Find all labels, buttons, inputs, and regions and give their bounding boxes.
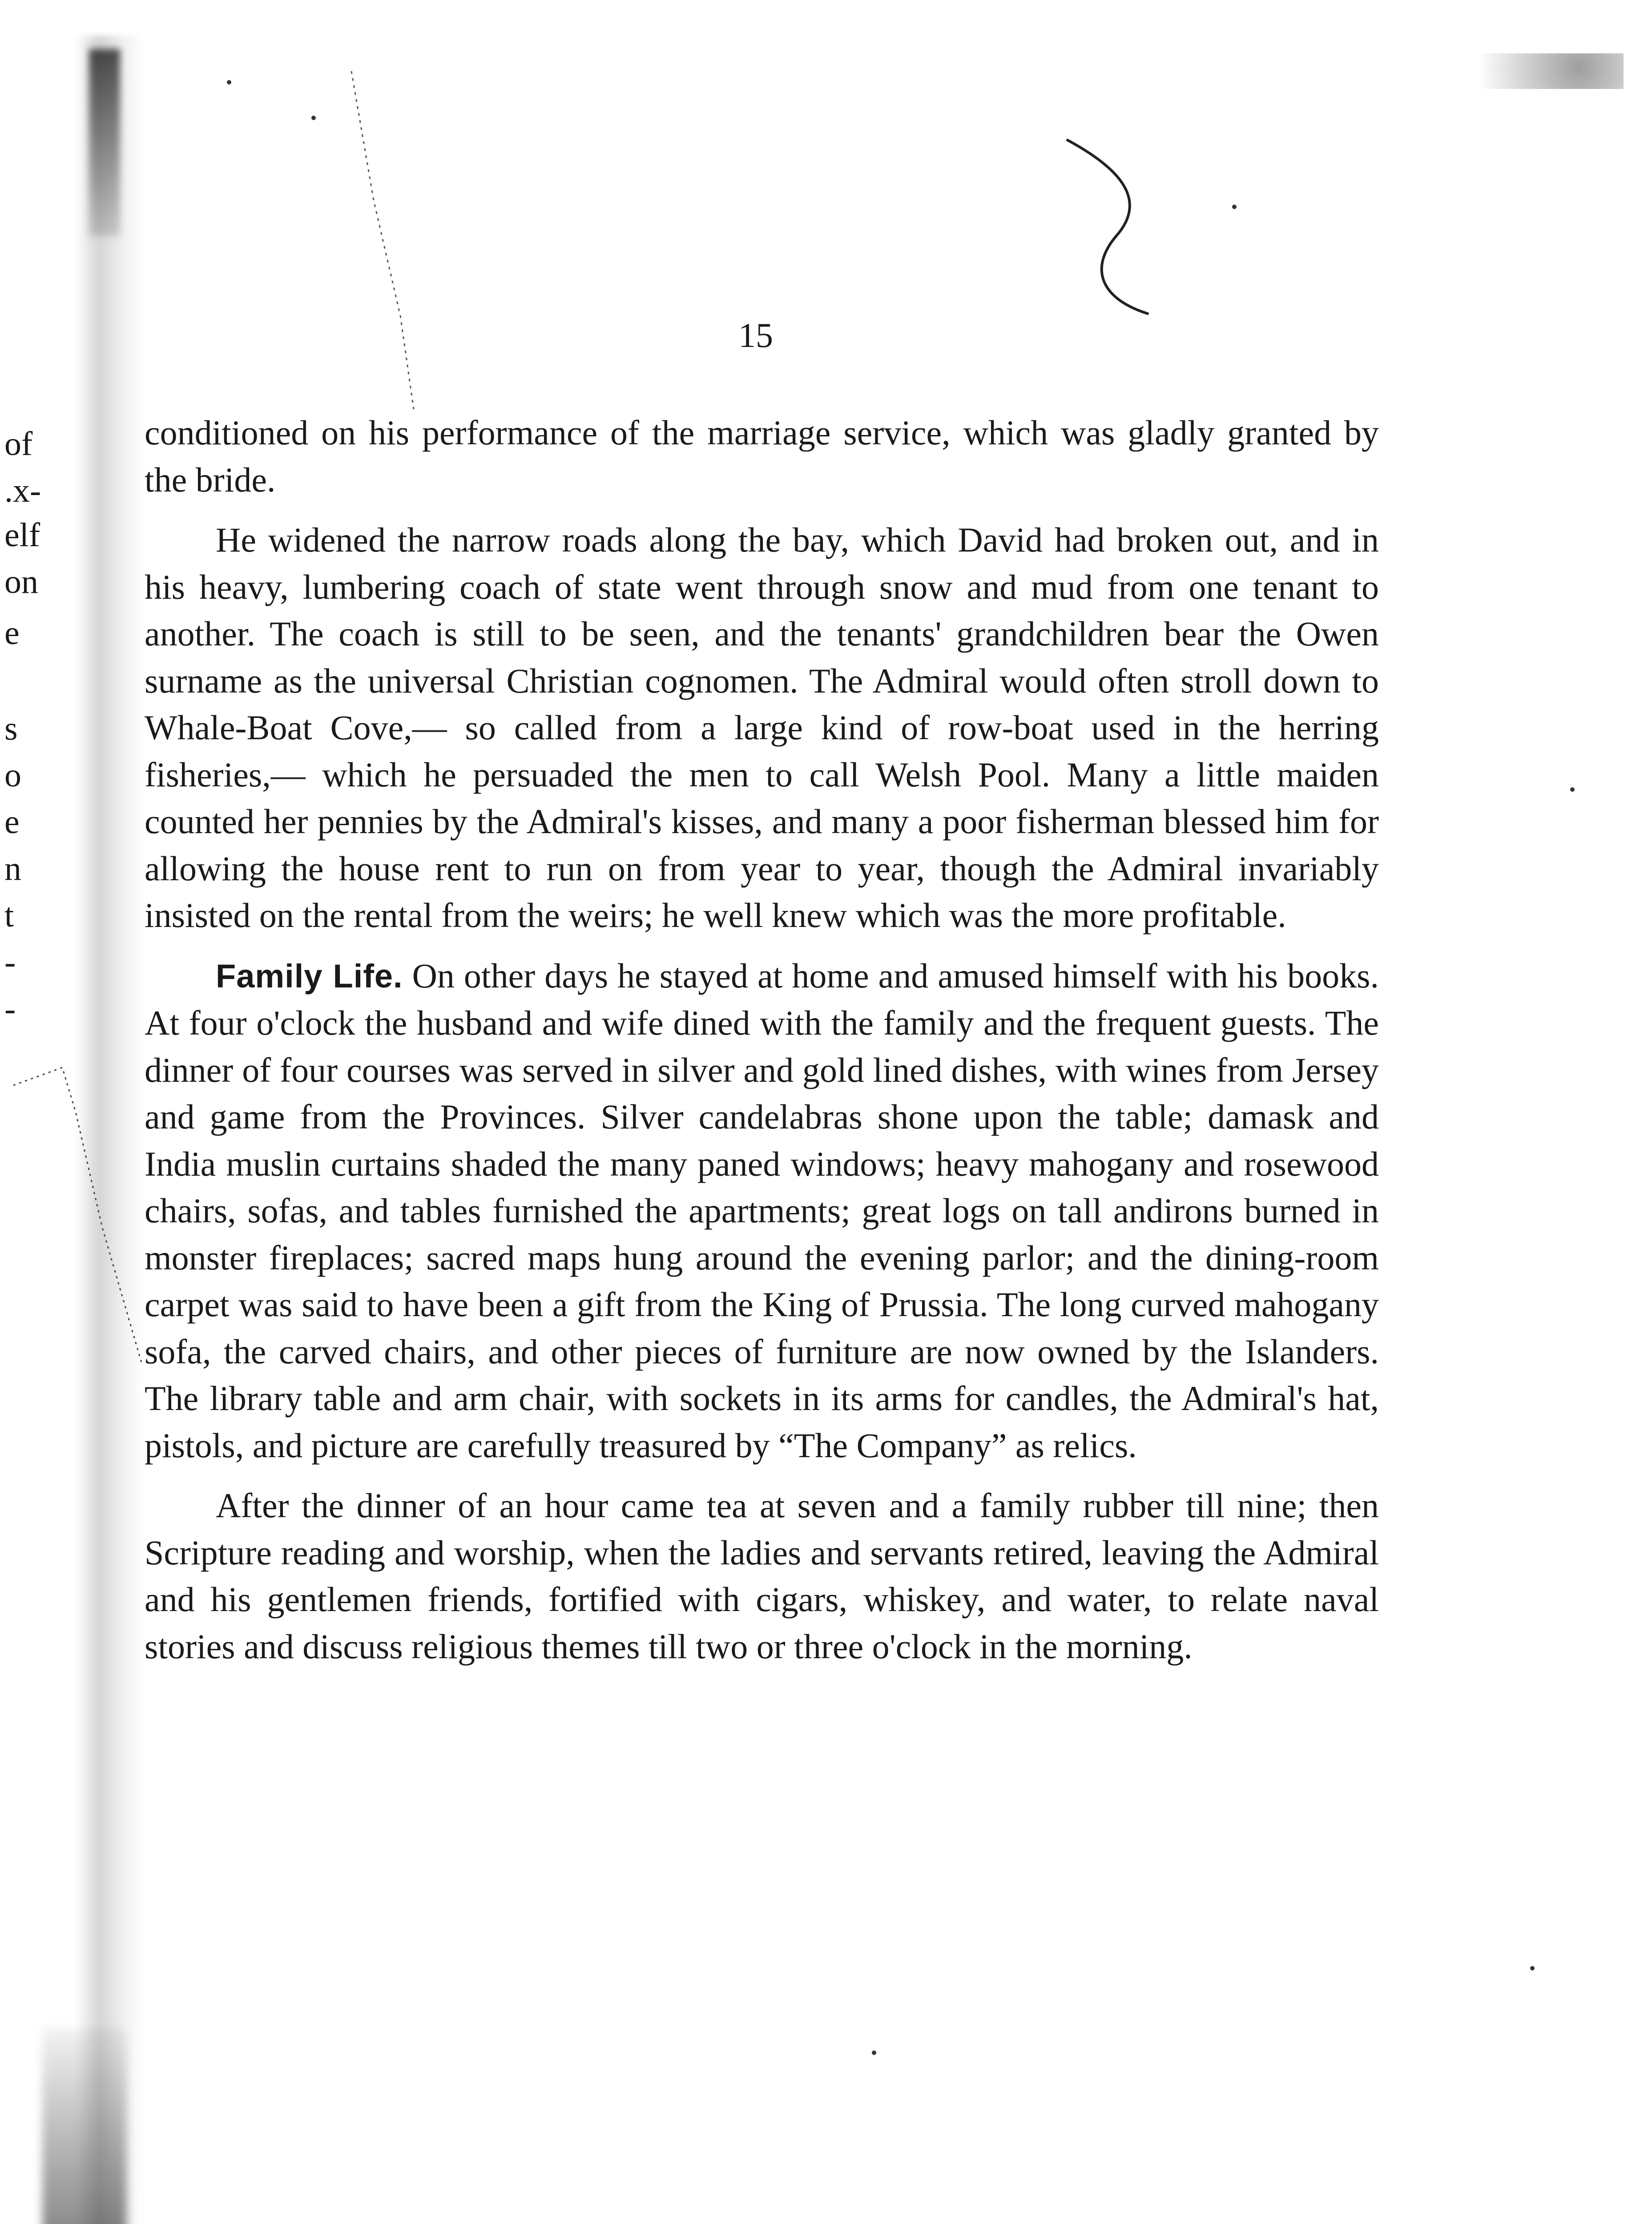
speck bbox=[1570, 787, 1575, 792]
speck bbox=[227, 80, 231, 85]
paragraph bbox=[145, 1482, 1379, 1670]
margin-fragment: t bbox=[4, 897, 14, 934]
margin-fragment: o bbox=[4, 757, 21, 794]
scan-speckle bbox=[734, 53, 1624, 89]
stray-pencil-line bbox=[9, 1059, 151, 1370]
margin-fragment: n bbox=[4, 850, 21, 887]
margin-fragment: e bbox=[4, 803, 20, 841]
pencil-mark-icon bbox=[1059, 133, 1174, 320]
binding-shadow-top bbox=[89, 49, 120, 236]
speck bbox=[311, 116, 316, 120]
margin-fragment: e bbox=[4, 614, 20, 652]
speck bbox=[1232, 205, 1237, 209]
paragraph-text: He widened the narrow roads along the bay, which David had broken out, and in his heavy, lumbering coach of state went through snow and mud from one tenant to another. The coach is still to be seen, and the tenants' grandchildren bear the Owen surname as the universal Christian cognomen. The Admiral would often stroll down to Whale-Boat Cove,— so called from a large kind of row-boat used in the herring fisheries,— which he persuaded the men to call Welsh Pool. Many a little maiden counted her pennies by the Admiral's kisses, and many a poor fisherman blessed him for allowing the house rent to run on from year to year, though the Admiral invariably insisted on the rental from the weirs; he well knew which was the more profitable. bbox=[145, 520, 1379, 935]
margin-fragment: on bbox=[4, 563, 38, 600]
paragraph bbox=[145, 516, 1379, 939]
section-heading: Family Life. bbox=[216, 957, 403, 995]
margin-fragment: of bbox=[4, 425, 33, 463]
paragraph-text: After the dinner of an hour came tea at seven and a family rubber till nine; then Scripture reading and worship, when the ladies and servants retired, leaving the Admiral and his gentlemen friends, fortified with cigars, whiskey, and water, to relate naval stories and discuss religious themes till two or three o'clock in the morning. bbox=[145, 1486, 1379, 1666]
margin-fragment: - bbox=[4, 990, 16, 1027]
page-number: 15 bbox=[738, 316, 773, 355]
binding-shadow-bottom bbox=[42, 2028, 127, 2224]
margin-fragment: elf bbox=[4, 516, 40, 554]
paragraph bbox=[145, 952, 1379, 1469]
stray-pencil-line bbox=[347, 67, 436, 414]
speck bbox=[872, 2051, 876, 2055]
paragraph bbox=[145, 409, 1379, 503]
paragraph-text: On other days he stayed at home and amused himself with his books. At four o'clock the husband and wife dined with the family and the frequent guests. The dinner of four courses was served in silver and gold lined dishes, with wines from Jersey and game from the Provinces. Silver candelabras shone upon the table; damask and India muslin curtains shaded the many paned windows; heavy mahogany and rosewood chairs, sofas, and tables furnished the apartments; great logs on tall andirons burned in monster fireplaces; sacred maps hung around the evening parlor; and the dining-room carpet was said to have been a gift from the King of Prussia. The long curved mahogany sofa, the carved chairs, and other pieces of furniture are now owned by the Islanders. The library table and arm chair, with sockets in its arms for candles, the Admiral's hat, pistols, and picture are carefully treasured by “The Company” as relics. bbox=[145, 956, 1379, 1465]
body-text bbox=[145, 409, 1379, 1683]
margin-fragment: s bbox=[4, 710, 18, 747]
margin-fragment: .x- bbox=[4, 472, 41, 509]
paragraph-text: conditioned on his performance of the marriage service, which was gladly granted by the bride. bbox=[145, 413, 1379, 499]
speck bbox=[1530, 1966, 1535, 1970]
margin-fragment: - bbox=[4, 943, 16, 981]
